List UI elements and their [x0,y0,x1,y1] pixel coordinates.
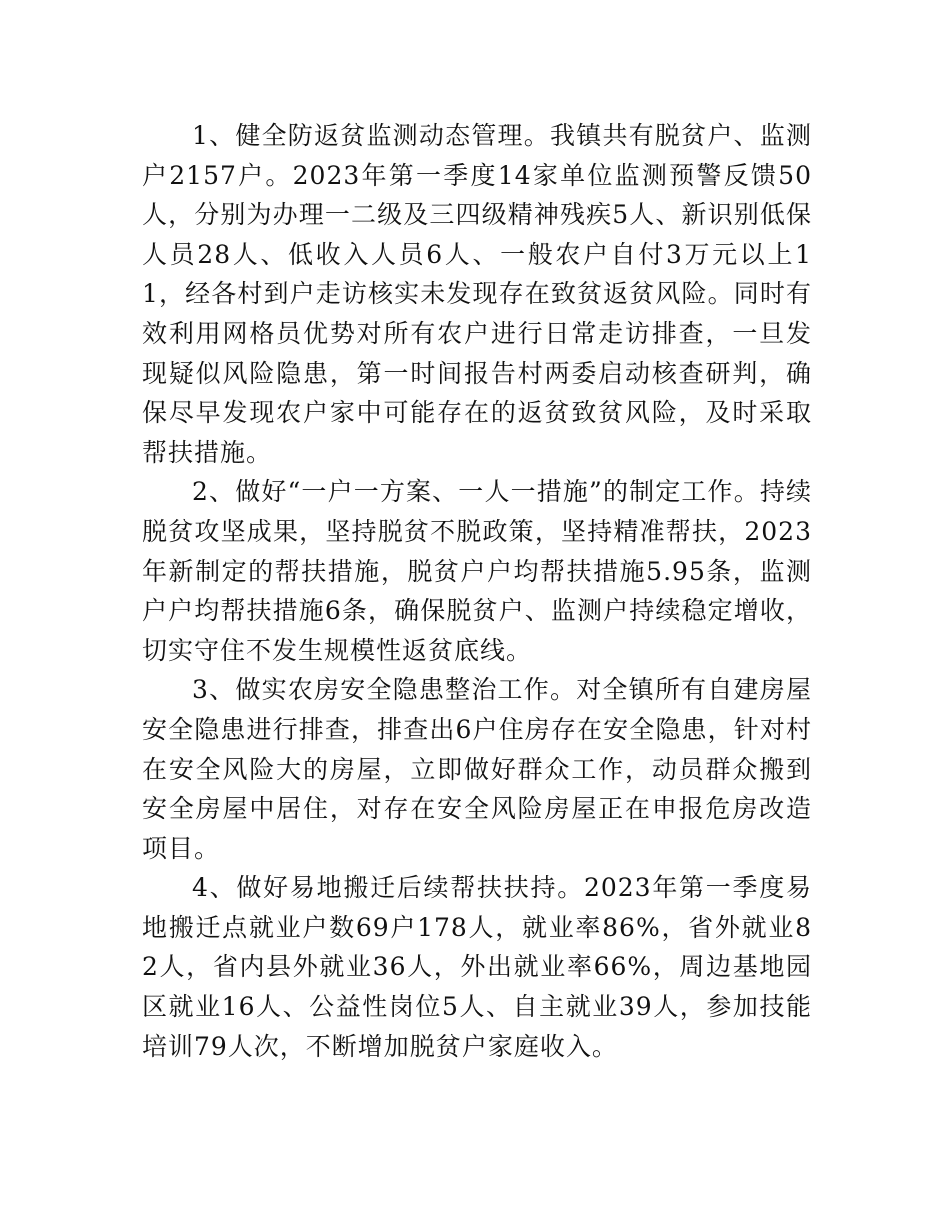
paragraph-housing-safety: 3、做实农房安全隐患整治工作。对全镇所有自建房屋安全隐患进行排查，排查出6户住房存在安全隐患，针对村在安全风险大的房屋，立即做好群众工作，动员群众搬到安全房屋中居住，对存在安全风险房屋正在申报危房改造项目。 [142,675,812,863]
paragraph-relocation-support: 4、做好易地搬迁后续帮扶扶持。2023年第一季度易地搬迁点就业户数69户178人，就业率86%，省外就业82人，省内县外就业36人，外出就业率66%，周边基地园区就业16人、公益性岗位5人、自主就业39人，参加技能培训79人次，不断增加脱贫户家庭收入。 [142,873,812,1061]
paragraph-monitoring-management: 1、健全防返贫监测动态管理。我镇共有脱贫户、监测户2157户。2023年第一季度14家单位监测预警反馈50人，分别为办理一二级及三四级精神残疾5人、新识别低保人员28人、低收入人员6人、一般农户自付3万元以上11，经各村到户走访核实未发现存在致贫返贫风险。同时有效利用网格员优势对所有农户进行日常走访排查，一旦发现疑似风险隐患，第一时间报告村两委启动核查研判，确保尽早发现农户家中可能存在的返贫致贫风险，及时采取帮扶措施。 [142,121,812,467]
paragraph-household-plans: 2、做好“一户一方案、一人一措施”的制定工作。持续脱贫攻坚成果，坚持脱贫不脱政策，坚持精准帮扶，2023年新制定的帮扶措施，脱贫户户均帮扶措施5.95条，监测户户均帮扶措施6条，确保脱贫户、监测户持续稳定增收，切实守住不发生规模性返贫底线。 [142,477,812,665]
document-body [142,116,812,1066]
